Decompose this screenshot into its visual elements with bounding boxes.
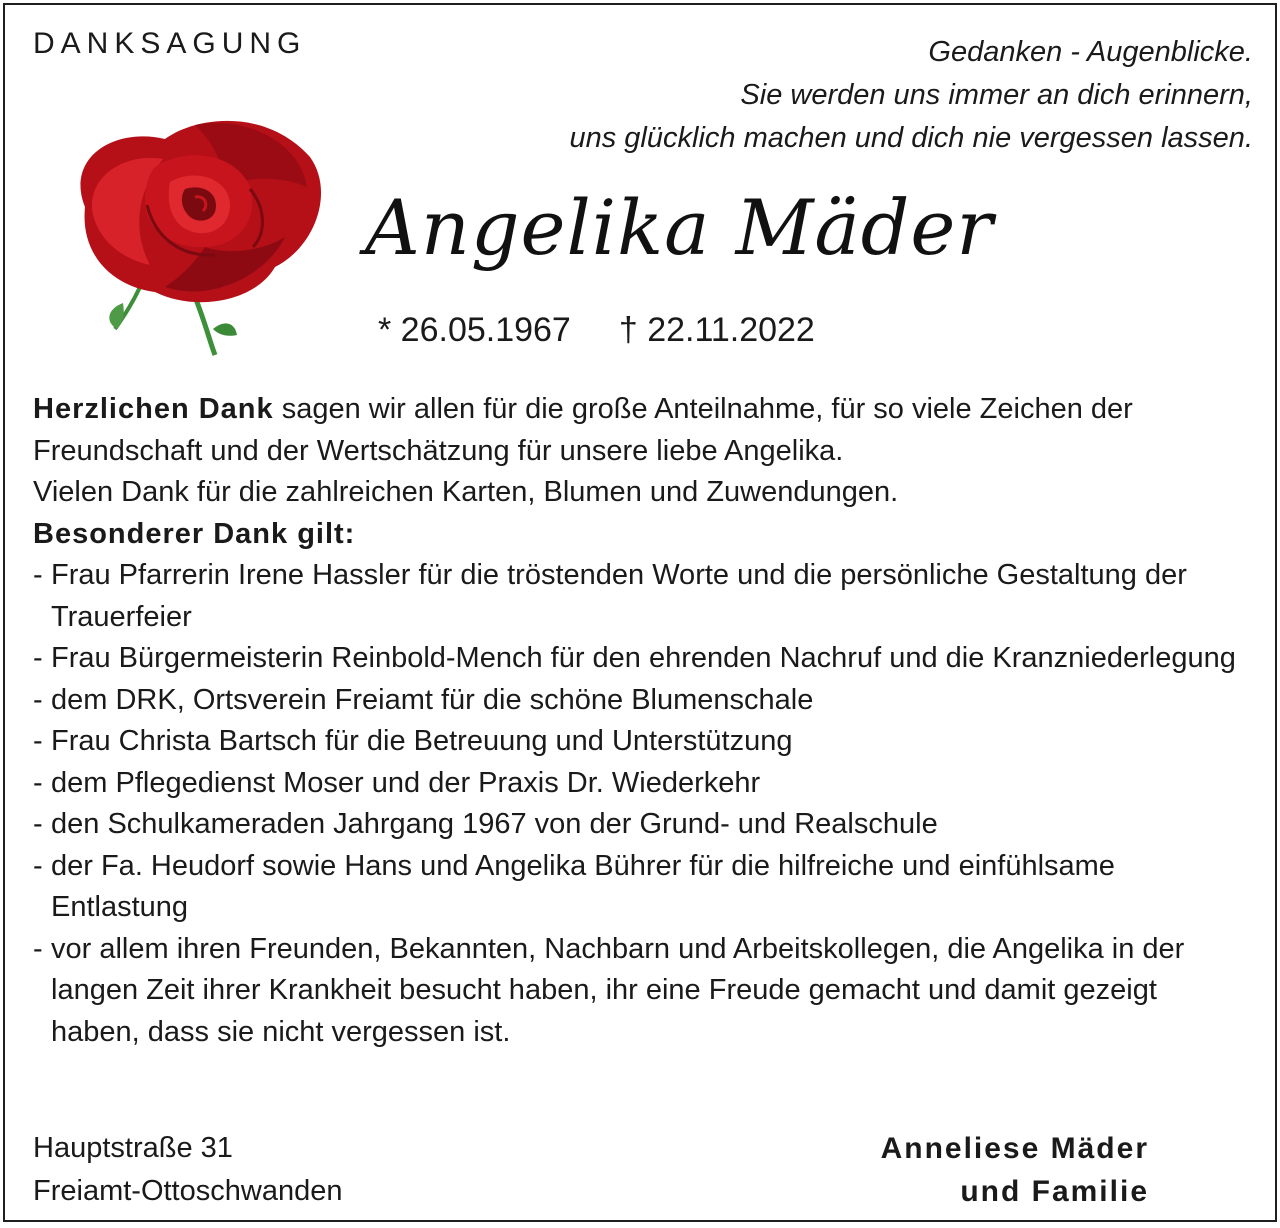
list-item: - dem Pflegedienst Moser und der Praxis Dr. Wiederkehr [33,766,761,799]
life-dates [378,311,815,350]
family-signature [881,1127,1149,1213]
death-date: † 22.11.2022 [618,311,815,349]
list-item: - dem DRK, Ortsverein Freiamt für die schöne Blumenschale [33,683,814,716]
special-thanks-list [33,555,1253,1053]
special-thanks-heading: Besonderer Dank gilt: [33,517,356,550]
thanks-body [33,389,1253,1053]
address-town: Freiamt-Ottoschwanden [33,1175,343,1207]
list-item: - der Fa. Heudorf sowie Hans und Angelika Bührer für die hilfreiche und einfühlsame Entlastung [33,849,1115,923]
list-item: - den Schulkameraden Jahrgang 1967 von der Grund- und Realschule [33,808,938,840]
list-item: - vor allem ihren Freunden, Bekannten, Nachbarn und Arbeitskollegen, die Angelika in der langen Zeit ihrer Krankheit besucht haben, ihr eine Freude gemacht und damit gezeigt haben, dass sie nicht vergessen ist. [33,932,1185,1048]
rose-icon [45,97,335,357]
quote-block [569,31,1253,160]
list-item: - Frau Christa Bartsch für die Betreuung und Unterstützung [33,725,793,757]
thanks-paragraph [33,389,1253,472]
family-line-1: Anneliese Mäder [880,1132,1149,1165]
quote-line-1: Gedanken - Augenblicke. [928,36,1253,68]
family-line-2: und Familie [960,1175,1149,1208]
headline-danksagung: DANKSAGUNG [33,27,307,60]
address-block [33,1127,342,1213]
thanks-line-2: Vielen Dank für die zahlreichen Karten, Blumen und Zuwendungen. [33,476,899,508]
thanks-lead: Herzlichen Dank [33,393,274,425]
obituary-card [3,3,1277,1222]
quote-line-3: uns glücklich machen und dich nie vergessen lassen. [569,122,1253,154]
quote-line-2: Sie werden uns immer an dich erinnern, [740,79,1253,111]
thanks-text: sagen wir allen für die große Anteilnahme, für so viele Zeichen der Freundschaft und der Wertschätzung für unsere liebe Angelika. [33,393,1133,467]
list-item: - Frau Pfarrerin Irene Hassler für die tröstenden Worte und die persönliche Gestaltung der Trauerfeier [33,559,1187,633]
list-item: - Frau Bürgermeisterin Reinbold-Mench für den ehrenden Nachruf und die Kranzniederlegung [33,642,1236,674]
address-street: Hauptstraße 31 [33,1132,233,1164]
birth-date: * 26.05.1967 [378,311,571,349]
deceased-name: Angelika Mäder [365,183,994,272]
